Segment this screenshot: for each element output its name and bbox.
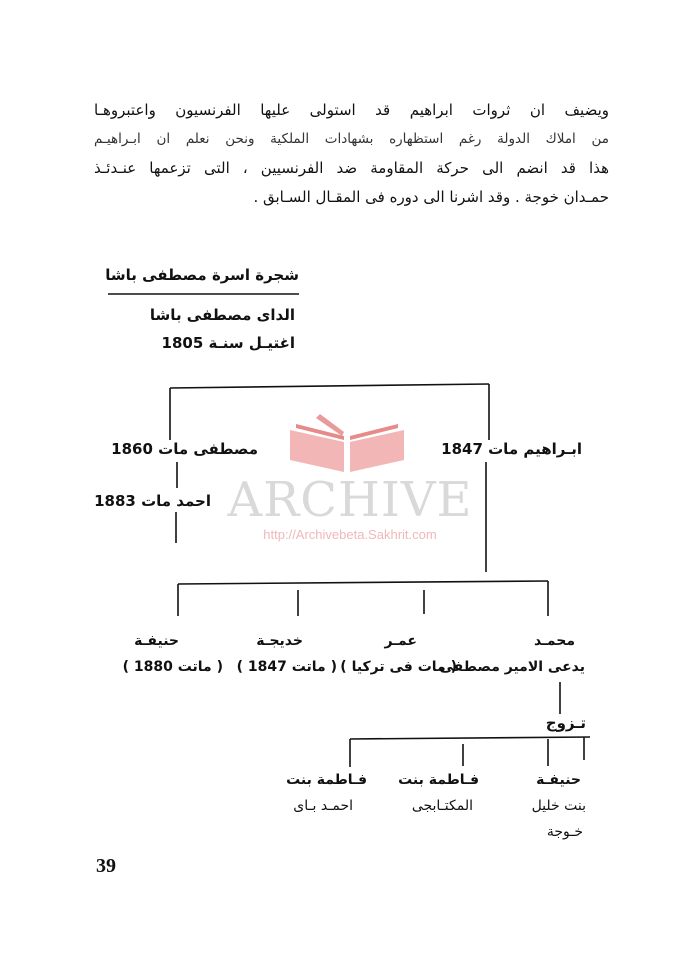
root-name: الداى مصطفى باشا <box>149 306 295 324</box>
child-note: ( ماتت 1880 ) <box>122 659 223 675</box>
tree-heading: شجرة اسرة مصطفى باشا <box>105 266 299 284</box>
wife-line: بنت خليل <box>531 798 586 814</box>
child-note: يدعى الامير مصطفى <box>439 659 585 675</box>
child-note: ( مات فى تركيا ) <box>340 659 457 675</box>
page-number: 39 <box>96 855 116 877</box>
paragraph-line: حمـدان خوجة . وقد اشرنا الى دوره فى المقـال السـابق . <box>253 188 609 206</box>
grandson-ahmed: احمد مات 1883 <box>94 492 211 510</box>
child-name: عمـر <box>384 633 417 649</box>
wife-line: المكتـابجى <box>411 798 473 814</box>
paragraph-line: ويضيف ان ثروات ابراهيم قد استولى عليها الفرنسيون واعتبروهـا <box>94 101 609 119</box>
child-name: خديجـة <box>256 633 303 649</box>
wife-line: احمـد بـاى <box>293 798 353 814</box>
child-note: ( ماتت 1847 ) <box>236 659 337 675</box>
son-ibrahim: ابـراهيم مات 1847 <box>441 440 582 458</box>
watermark-text: ARCHIVE <box>227 472 473 528</box>
child-name: حنيفـة <box>134 633 179 649</box>
married-label: تـزوج <box>545 714 586 732</box>
watermark-url: http://Archivebeta.Sakhrit.com <box>263 527 437 542</box>
wife-line: فـاطمة بنت <box>398 772 479 788</box>
paragraph-line: هذا قد انضم الى حركة المقاومة ضد الفرنسيين ، التى تزعمها عنـدئـذ <box>94 159 609 177</box>
child-name: محمـد <box>533 633 575 649</box>
wife-line: حنيفـة <box>536 772 581 788</box>
wife-line: خـوجة <box>546 824 583 840</box>
root-note: اغتيـل سنـة 1805 <box>161 334 295 352</box>
paragraph-line: من املاك الدولة رغم استظهاره بشهادات الملكية ونحن نعلم ان ابـراهيـم <box>94 131 609 147</box>
son-mustafa: مصطفى مات 1860 <box>111 440 258 458</box>
wife-line: فـاطمة بنت <box>286 772 367 788</box>
